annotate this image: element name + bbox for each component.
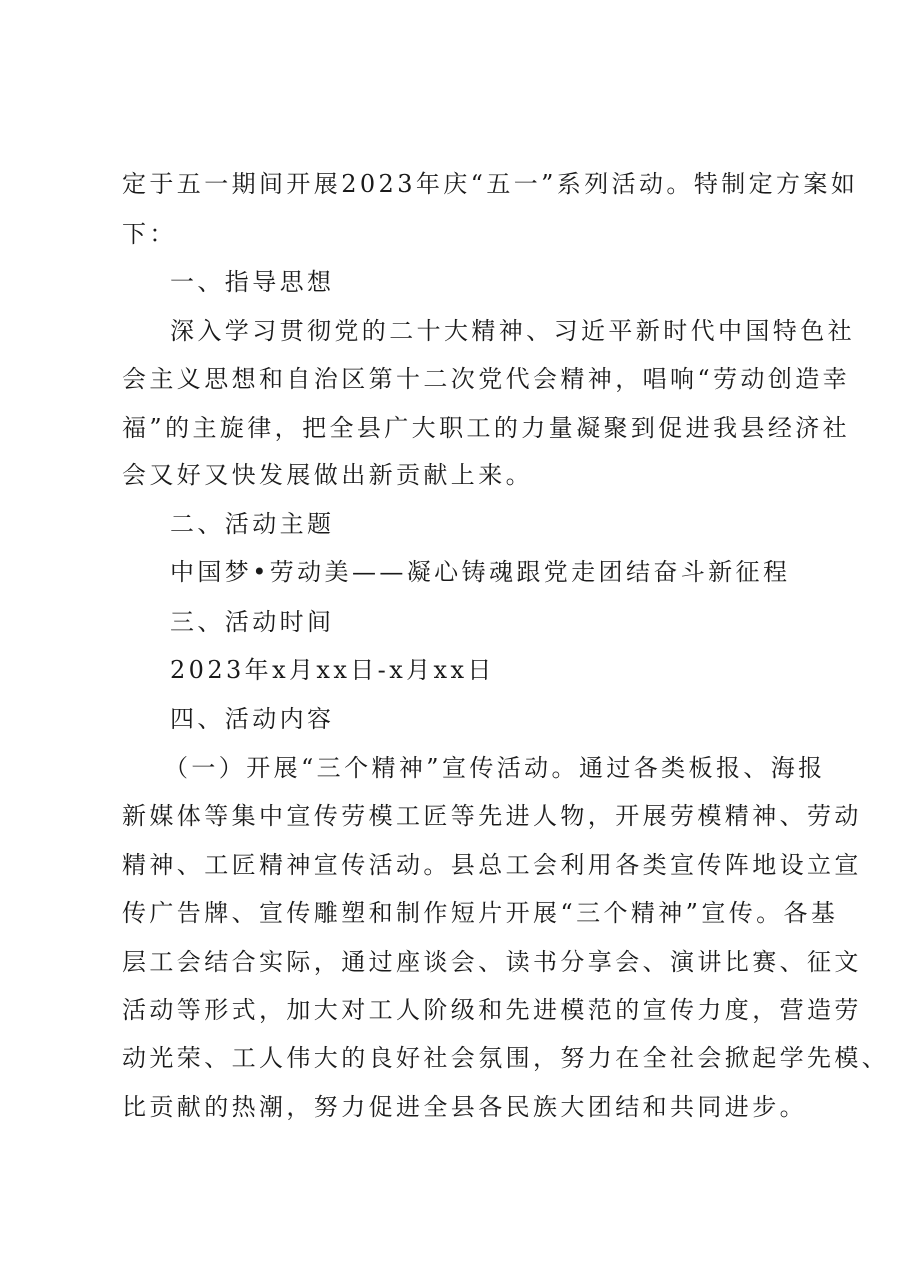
body-text-line: 新媒体等集中宣传劳模工匠等先进人物，开展劳模精神、劳动 xyxy=(122,802,862,830)
body-text-line: 传广告牌、宣传雕塑和制作短片开展“三个精神”宣传。各基 xyxy=(122,899,839,927)
section-heading: 一、指导思想 xyxy=(170,268,335,296)
body-text-line: 会主义思想和自治区第十二次党代会精神，唱响“劳动创造幸 xyxy=(122,365,851,393)
body-text-line: 层工会结合实际，通过座谈会、读书分享会、演讲比赛、征文 xyxy=(122,948,862,976)
body-text-line: 福”的主旋律，把全县广大职工的力量凝聚到促进我县经济社 xyxy=(122,414,851,442)
date-range-text: 2023年x月xx日-x月xx日 xyxy=(170,656,495,684)
body-text-line: 精神、工匠精神宣传活动。县总工会利用各类宣传阵地设立宣 xyxy=(122,851,862,879)
body-text-line: 定于五一期间开展2023年庆“五一”系列活动。特制定方案如 xyxy=(122,170,859,198)
body-text-line: 会又好又快发展做出新贡献上来。 xyxy=(122,461,533,489)
section-heading: 二、活动主题 xyxy=(170,510,335,538)
section-heading: 三、活动时间 xyxy=(170,608,335,636)
theme-text: 中国梦•劳动美——凝心铸魂跟党走团结奋斗新征程 xyxy=(170,558,791,586)
body-text-line: 活动等形式，加大对工人阶级和先进模范的宣传力度，营造劳 xyxy=(122,996,862,1024)
section-heading: 四、活动内容 xyxy=(170,705,335,733)
body-text-line: 动光荣、工人伟大的良好社会氛围，努力在全社会掀起学先模、 xyxy=(122,1044,890,1072)
body-text-line: 下： xyxy=(122,220,177,248)
body-text-line: 深入学习贯彻党的二十大精神、习近平新时代中国特色社 xyxy=(170,317,855,345)
body-text-line: 比贡献的热潮，努力促进全县各民族大团结和共同进步。 xyxy=(122,1093,807,1121)
body-text-line: （一）开展“三个精神”宣传活动。通过各类板报、海报 xyxy=(164,754,826,782)
